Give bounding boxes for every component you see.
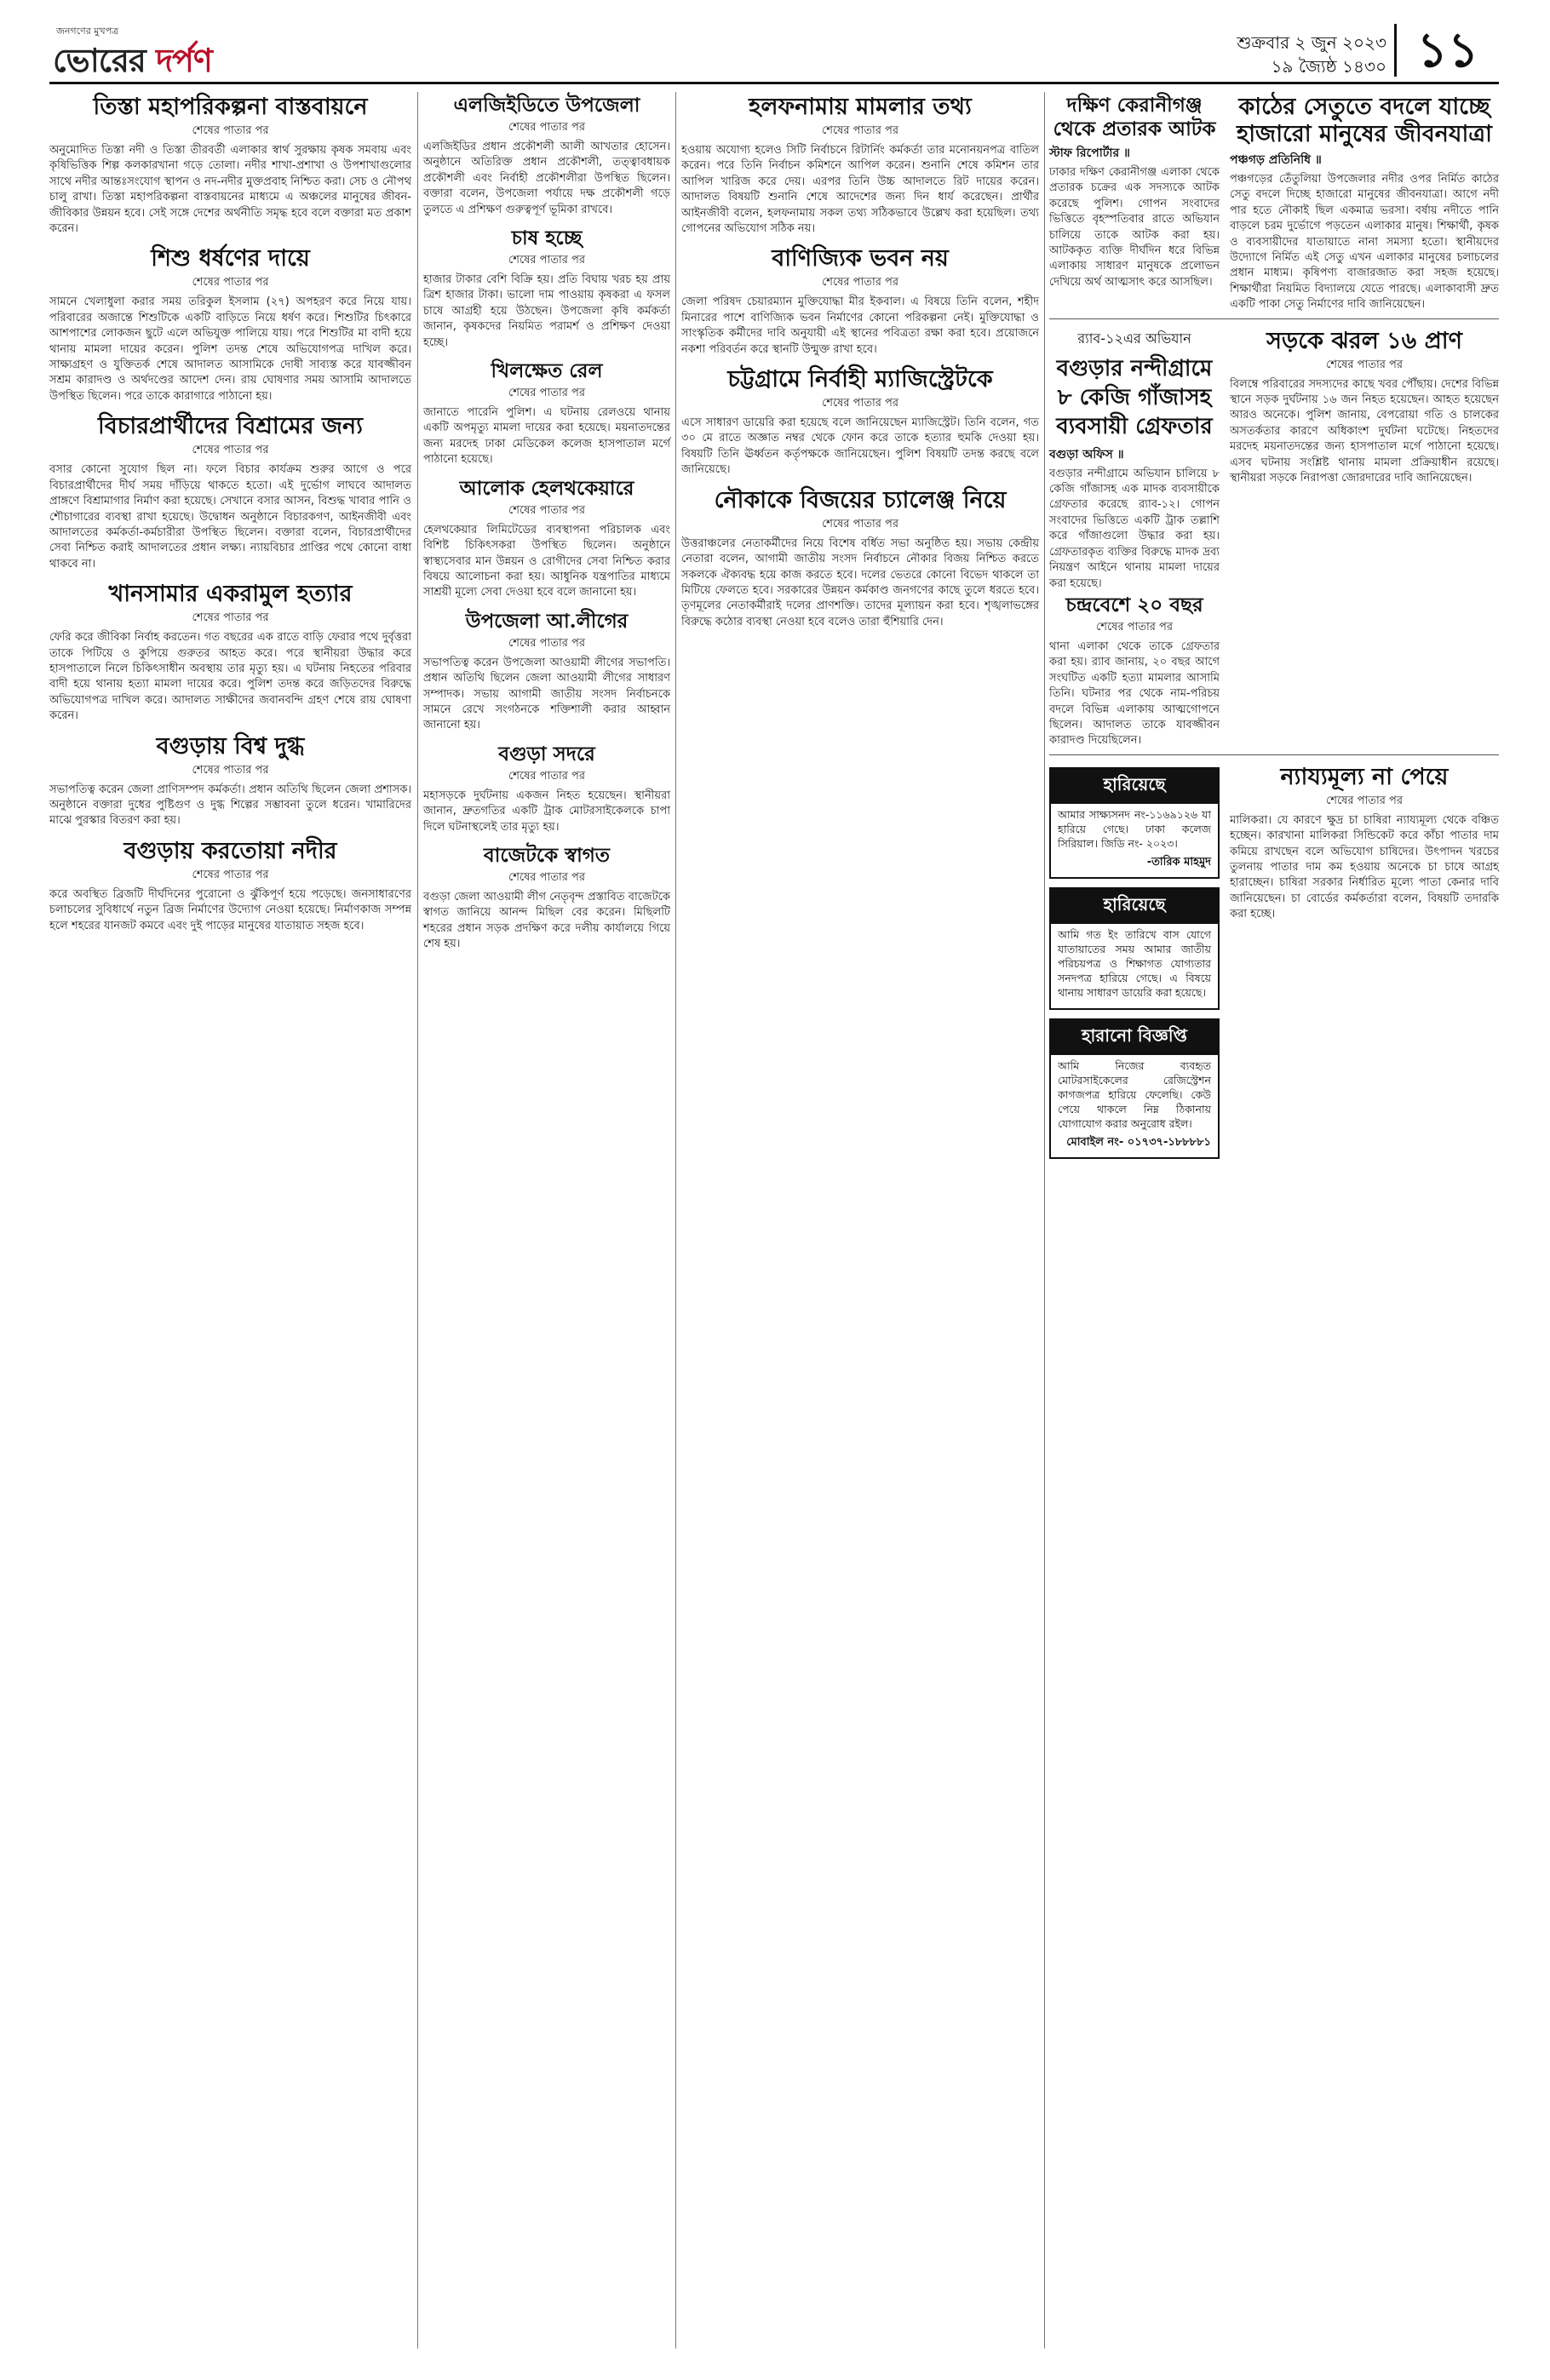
ad-body: আমি গত ইং তারিখে বাস যোগে যাতায়াতের সময় আমার জাতীয় পরিচয়পত্র ও শিক্ষাগত যোগ্যতার সনদপত্র হারিয়ে গেছে। এ বিষয়ে থানায় সাধারণ ডায়েরি করা হয়েছে। [1058,927,1211,999]
article-headline: তিস্তা মহাপরিকল্পনা বাস্তবায়নে [93,94,368,120]
article-body: মালিকরা। যে কারণে ক্ষুদ্র চা চাষিরা ন্যায্যমূল্য থেকে বঞ্চিত হচ্ছেন। কারখানা মালিকরা সিন্ডিকেট করে কাঁচা পাতার দাম কমিয়ে রাখছেন বলে অভিযোগ চাষিদের। উৎপাদন খরচের তুলনায় পাতার দাম কম হওয়ায় অনেকে চা চাষে আগ্রহ হারাচ্ছেন। চাষিরা সরকার নির্ধারিত মূল্যে পাতা কেনার দাবি জানিয়েছেন। চা বোর্ডের কর্মকর্তারা বলেন, বিষয়টি তদারকি করা হচ্ছে। [1230,813,1499,921]
column-divider [675,92,676,2348]
article-headline: চাষ হচ্ছে [511,227,583,250]
article-body: জানাতে পারেনি পুলিশ। এ ঘটনায় রেলওয়ে থানায় একটি অপমৃত্যু মামলা দায়ের করা হয়েছে। ময়নাতদন্তের জন্য মরদেহ ঢাকা মেডিকেল কলেজ হাসপাতাল মর্গে পাঠানো হয়েছে। [423,406,670,467]
column-c [681,92,1039,639]
continued-label: শেষের পাতার পর [192,124,269,137]
continued-label: শেষের পাতার পর [192,276,269,290]
article-body: অনুমোদিত তিস্তা নদী ও তিস্তা তীরবর্তী এলাকার স্বার্থ সুরক্ষায় কৃষক সমবায় এবং কৃষিভিত্তিক শিল্প কলকারখানা গড়ে তোলা। নদীর শাখা-প্রশাখা ও উপশাখাগুলোর সাথে নদীর আন্তঃসংযোগ স্থাপন ও নদ-নদীর মুক্তপ্রবাহ নিশ্চিত করা। সেচ ও নৌপথ চালু রাখা। তিস্তা মহাপরিকল্পনা বাস্তবায়নের মাধ্যমে এ অঞ্চলের মানুষের জীবন-জীবিকার উন্নয়ন হবে। সেই সঙ্গে দেশের অর্থনীতি সমৃদ্ধ হবে বলে বক্তারা মত প্রকাশ করেন। [49,144,411,236]
column-a [49,92,411,943]
divider [1049,754,1499,755]
continued-label: শেষের পাতার পর [508,121,586,134]
ad-body: আমি নিজের ব্যবহৃত মোটরসাইকেলের রেজিস্ট্রেশন কাগজপত্র হারিয়ে ফেলেছি। কেউ পেয়ে থাকলে নিম্ন ঠিকানায় যোগাযোগ করার অনুরোধ রইল। [1058,1058,1211,1130]
article-body: হাজার টাকার বেশি বিক্রি হয়। প্রতি বিঘায় খরচ হয় প্রায় ত্রিশ হাজার টাকা। ভালো দাম পাওয়ায় কৃষকরা এ ফসল চাষে আগ্রহী হয়ে উঠছেন। উপজেলা কৃষি কর্মকর্তা জানান, কৃষকদের নিয়মিত পরামর্শ ও প্রশিক্ষণ দেওয়া হচ্ছে। [423,273,670,349]
article-body: হেলথকেয়ার লিমিটেডের ব্যবস্থাপনা পরিচালক এবং বিশিষ্ট চিকিৎসকরা উপস্থিত ছিলেন। অনুষ্ঠানে স্বাস্থ্যসেবার মান উন্নয়ন ও রোগীদের সেবা নিশ্চিত করার বিষয়ে আলোচনা করা হয়। আধুনিক যন্ত্রপাতির মাধ্যমে সাশ্রয়ী মূল্যে সেবা দেওয়া হবে বলে জানানো হয়। [423,523,670,599]
article-body: বিলম্বে পরিবারের সদস্যদের কাছে খবর পৌঁছায়। দেশের বিভিন্ন স্থানে সড়ক দুর্ঘটনায় ১৬ জন নিহত হয়েছেন। আহত হয়েছেন আরও অনেকে। পুলিশ জানায়, বেপরোয়া গতি ও চালকের অসতর্কতার কারণে অধিকাংশ দুর্ঘটনা ঘটেছে। নিহতদের মরদেহ ময়নাতদন্তের জন্য হাসপাতাল মর্গে পাঠানো হয়েছে। এসব ঘটনায় সংশ্লিষ্ট থানায় মামলা প্রক্রিয়াধীন রয়েছে। স্থানীয়রা সড়কে নিরাপত্তা জোরদারের দাবি জানিয়েছেন। [1230,377,1499,485]
continued-label: শেষের পাতার পর [192,868,269,881]
article [49,245,411,404]
article-body: পঞ্চগড়ের তেঁতুলিয়া উপজেলার নদীর ওপর নির্মিত কাঠের সেতু বদলে দিচ্ছে হাজারো মানুষের জীবনযাত্রা। আগে নদী পার হতে নৌকাই ছিল একমাত্র ভরসা। বর্ষায় নদীতে পানি বাড়লে চরম দুর্ভোগে পড়তেন এলাকার মানুষ। শিক্ষার্থী, কৃষক ও ব্যবসায়ীদের যাতায়াতে নানা সমস্যা হতো। স্থানীয়দের উদ্যোগে নির্মিত এই সেতু এখন এলাকার মানুষের চলাচলের প্রধান মাধ্যম। কৃষিপণ্য বাজারজাত করা সহজ হয়েছে। শিক্ষার্থীরা নিয়মিত বিদ্যালয়ে যেতে পারছে। এলাকাবাসী দ্রুত একটি পাকা সেতু নির্মাণের দাবি জানিয়েছেন। [1230,173,1499,312]
lost-notice [1049,767,1220,879]
article [423,844,670,953]
article-body: এসে সাধারণ ডায়েরি করা হয়েছে বলে জানিয়েছেন ম্যাজিস্ট্রেট। তিনি বলেন, গত ৩০ মে রাতে অজ্ঞাত নম্বর থেকে ফোন করে তাকে হত্যার হুমকি দেওয়া হয়। বিষয়টি তিনি ঊর্ধ্বতন কর্তৃপক্ষকে জানিয়েছেন। পুলিশ বিষয়টি তদন্ত করছে বলে জানিয়েছে। [681,416,1039,477]
continued-label: শেষের পাতার পর [192,444,269,457]
continued-label: শেষের পাতার পর [508,254,586,267]
ad-title: হারানো বিজ্ঞপ্তি [1051,1020,1218,1055]
article-body: হওয়ায় অযোগ্য হলেও সিটি নির্বাচনে রিটার্নিং কর্মকর্তা তার মনোনয়নপত্র বাতিল করেন। পরে তিনি নির্বাচন কমিশনে আপিল করেন। শুনানি শেষে কমিশন তার আপিল খারিজ করে দেয়। এরপর তিনি উচ্চ আদালতে রিট দায়ের করেন। আদালত বিষয়টি শুনানি শেষে আদেশের জন্য দিন ধার্য করেছেন। প্রার্থীর আইনজীবী বলেন, হলফনামায় সকল তথ্য সঠিকভাবে উল্লেখ করা হয়েছিল। তথ্য গোপনের অভিযোগ সঠিক নয়। [681,144,1039,236]
article [1049,92,1220,313]
article-body: থানা এলাকা থেকে তাকে গ্রেফতার করা হয়। র‍্যাব জানায়, ২০ বছর আগে সংঘটিত একটি হত্যা মামলার আসামি তিনি। ঘটনার পর থেকে নাম-পরিচয় বদলে বিভিন্ন এলাকায় আত্মগোপনে ছিলেন। আদালত তাকে যাবজ্জীবন কারাদণ্ড দিয়েছিলেন। [1049,639,1220,748]
article-body: সামনে খেলাধুলা করার সময় তরিকুল ইসলাম (২৭) অপহরণ করে নিয়ে যায়। পরিবারের অজান্তে শিশুটিকে একটি বাড়িতে নিয়ে ধর্ষণ করে। শিশুটির চিৎকারে আশপাশের লোকজন ছুটে এলে অভিযুক্ত পালিয়ে যায়। পরে শিশুটির মা বাদী হয়ে থানায় মামলা দায়ের করেন। পুলিশ তদন্ত শেষে অভিযোগপত্র দাখিল করে। সাক্ষ্যগ্রহণ ও যুক্তিতর্ক শেষে আদালত আসামিকে দোষী সাব্যস্ত করে যাবজ্জীবন সশ্রম কারাদণ্ড ও অর্থদণ্ডের আদেশ দেন। রায় ঘোষণার সময় আসামি আদালতে উপস্থিত ছিলেন। পরে তাকে কারাগারে পাঠানো হয়। [49,295,411,403]
continued-label: শেষের পাতার পর [1325,358,1404,371]
continued-label: শেষের পাতার পর [192,763,269,777]
article [49,838,411,934]
article-body: করে অবস্থিত ব্রিজটি দীর্ঘদিনের পুরোনো ও ঝুঁকিপূর্ণ হয়ে পড়েছে। জনসাধারণের চলাচলের সুবিধার্থে নতুন ব্রিজ নির্মাণের উদ্যোগ নেওয়া হয়েছে। নির্মাণকাজ সম্পন্ন হলে শহরের যানজট কমবে এবং দুই পাড়ের মানুষের যাতায়াত সহজ হবে। [49,887,411,932]
article [423,743,670,835]
article-headline: বগুড়ায় করতোয়া নদীর [123,837,337,864]
top-stories [1049,92,1499,313]
classifieds [1049,762,1220,1167]
article [423,94,670,218]
article-headline: বগুড়ায় বিশ্ব দুগ্ধ [156,732,305,760]
article-body: বগুড়ার নন্দীগ্রামে অভিযান চালিয়ে ৮ কেজি গাঁজাসহ এক মাদক ব্যবসায়ীকে গ্রেফতার করেছে র‍্যাব-১২। গোপন সংবাদের ভিত্তিতে একটি ট্রাক তল্লাশি করে গাঁজাগুলো উদ্ধার করা হয়। গ্রেফতারকৃত ব্যক্তির বিরুদ্ধে মাদক দ্রব্য নিয়ন্ত্রণ আইনে থানায় মামলা দায়ের করা হয়েছে। [1049,467,1220,590]
article-headline: শিশু ধর্ষণের দায়ে [151,245,310,272]
article-headline: খিলক্ষেত রেল [491,359,603,383]
article [423,227,670,351]
article-body: সভাপতিত্ব করেন জেলা প্রাণিসম্পদ কর্মকর্তা। প্রধান অতিথি ছিলেন জেলা প্রশাসক। অনুষ্ঠানে বক্তারা দুধের পুষ্টিগুণ ও দুগ্ধ শিল্পের সম্ভাবনা তুলে ধরেন। খামারিদের মাঝে পুরস্কার বিতরণ করা হয়। [49,783,411,828]
column-divider [1044,92,1045,2348]
article-headline: বাণিজ্যিক ভবন নয় [772,245,949,272]
lost-notice [1049,887,1220,1010]
byline: পঞ্চগড় প্রতিনিধি ॥ [1230,153,1322,167]
article-headline: চট্টগ্রামে নির্বাহী ম্যাজিস্ট্রেটকে [727,366,993,393]
article [423,610,670,734]
article-headline: বাজেটকে স্বাগত [483,843,611,867]
continued-label: শেষের পাতার পর [821,124,899,137]
continued-label: শেষের পাতার পর [821,397,899,410]
article-headline: খানসামার একরামুল হত্যার [108,581,353,608]
article-headline: আলোক হেলথকেয়ারে [459,476,634,500]
article-headline: উপজেলা আ.লীগের [465,609,629,633]
article-body: ফেরি করে জীবিকা নির্বাহ করতেন। গত বছরের এক রাতে বাড়ি ফেরার পথে দুর্বৃত্তরা তাকে পিটিয়ে ও কুপিয়ে গুরুতর আহত করে। পরে স্থানীয়রা উদ্ধার করে হাসপাতালে নিলে চিকিৎসাধীন অবস্থায় তার মৃত্যু হয়। এ ঘটনায় নিহতের পরিবার বাদী হয়ে থানায় হত্যা মামলা দায়ের করে। পুলিশ তদন্ত করে জড়িতদের বিরুদ্ধে অভিযোগপত্র দাখিল করে। আদালত সাক্ষীদের জবানবন্দি গ্রহণ শেষে রায় ঘোষণা করেন। [49,631,411,723]
byline: বগুড়া অফিস ॥ [1049,447,1124,462]
continued-label: শেষের পাতার পর [1095,620,1174,634]
article-headline: সড়কে ঝরল ১৬ প্রাণ [1266,327,1462,354]
article [49,733,411,829]
article-headline: বিচারপ্রার্থীদের বিশ্রামের জন্য [98,413,363,440]
kicker: র‍্যাব-১২এর অভিযান [1077,330,1191,347]
column-d [1049,92,1499,1167]
continued-label: শেষের পাতার পর [508,636,586,650]
article [49,94,411,237]
divider [1049,318,1499,319]
article [1049,326,1220,749]
column-divider [417,92,418,2348]
continued-label: শেষের পাতার পর [192,611,269,625]
article [49,413,411,572]
masthead [49,24,1499,77]
middle-stories [1049,326,1499,749]
continued-label: শেষের পাতার পর [508,387,586,400]
continued-label: শেষের পাতার পর [508,870,586,884]
ad-title: হারিয়েছে [1051,769,1218,804]
article [1230,92,1499,313]
article-body: জেলা পরিষদ চেয়ারম্যান মুক্তিযোদ্ধা মীর ইকবাল। এ বিষয়ে তিনি বলেন, শহীদ মিনারের পাশে বাণিজ্যিক ভবন নির্মাণের কোনো পরিকল্পনা নেই। মুক্তিযোদ্ধা ও সাংস্কৃতিক কর্মীদের দাবি অনুযায়ী এই স্থানের পবিত্রতা রক্ষা করা হবে। প্রয়োজনে নকশা পরিবর্তন করে স্থানটি উন্মুক্ত রাখা হবে। [681,295,1039,356]
article-headline: চন্দ্রবেশে ২০ বছর [1065,593,1203,617]
article-headline: ন্যায্যমূল্য না পেয়ে [1280,763,1449,790]
continued-label: শেষের পাতার পর [821,517,899,530]
article [681,94,1039,237]
article-headline: এলজিইডিতে উপজেলা [453,94,640,117]
article [1230,762,1499,1167]
date-gregorian: শুক্রবার ২ জুন ২০২৩ [1237,32,1386,53]
article-body: মহাসড়কে দুর্ঘটনায় একজন নিহত হয়েছেন। স্থানীয়রা জানান, দ্রুতগতির একটি ট্রাক মোটরসাইকেলকে চাপা দিলে ঘটনাস্থলেই তার মৃত্যু হয়। [423,789,670,834]
tagline: জনগণের মুখপত্র [56,26,119,37]
column-b [423,92,670,961]
paper-name-b: দর্পণ [156,41,212,79]
article [681,245,1039,358]
ad-signature: -তারিক মাহমুদ [1146,855,1211,869]
lost-notice [1049,1018,1220,1159]
article [681,487,1039,630]
continued-label: শেষের পাতার পর [508,503,586,517]
article-body: বগুড়া জেলা আওয়ামী লীগ নেতৃবৃন্দ প্রস্তাবিত বাজেটকে স্বাগত জানিয়ে আনন্দ মিছিল বের করেন। মিছিলটি শহরের প্রধান সড়ক প্রদক্ষিণ করে দলীয় কার্যালয়ে গিয়ে শেষ হয়। [423,890,670,951]
ad-title: হারিয়েছে [1051,889,1218,924]
article-body: বসার কোনো সুযোগ ছিল না। ফলে বিচার কার্যক্রম শুরুর আগে ও পরে বিচারপ্রার্থীদের দীর্ঘ সময় দাঁড়িয়ে থাকতে হতো। এই দুর্ভোগ লাঘবে আদালত প্রাঙ্গণে বিশ্রামাগার নির্মাণ করা হয়েছে। সেখানে বসার আসন, বিশুদ্ধ খাবার পানি ও শৌচাগারের ব্যবস্থা রাখা হয়েছে। উদ্বোধন অনুষ্ঠানে বিচারকগণ, আইনজীবী এবং আদালতের কর্মকর্তা-কর্মচারীরা উপস্থিত ছিলেন। বক্তারা বলেন, বিচারপ্রার্থীদের সেবা নিশ্চিত করাই আদালতের প্রধান লক্ষ্য। ন্যায়বিচার প্রাপ্তির পথে কোনো বাধা থাকবে না। [49,463,411,571]
continued-label: শেষের পাতার পর [1325,794,1404,807]
ad-body: আমার সাক্ষ্যসনদ নং-১১৬৯১২৬ যা হারিয়ে গেছে। ঢাকা কলেজ সিরিয়াল। জিডি নং- ২০২৩। [1058,807,1211,850]
article-headline: হলফনামায় মামলার তথ্য [749,94,972,120]
article [423,477,670,601]
masthead-rule [49,82,1499,84]
byline: স্টাফ রিপোর্টার ॥ [1049,146,1130,160]
article-body: এলজিইডির প্রধান প্রকৌশলী আলী আখতার হোসেন। অনুষ্ঠানে অতিরিক্ত প্রধান প্রকৌশলী, তত্ত্বাবধায়ক প্রকৌশলী এবং নির্বাহী প্রকৌশলীরা উপস্থিত ছিলেন। বক্তারা বলেন, উপজেলা পর্যায়ে দক্ষ প্রকৌশলী গড়ে তুলতে এ প্রশিক্ষণ গুরুত্বপূর্ণ ভূমিকা রাখবে। [423,141,670,216]
ad-signature: মোবাইল নং- ০১৭৩৭-১৮৮৮৮১ [1066,1135,1211,1149]
bottom-stories [1049,762,1499,1167]
issue-dates [1237,31,1386,78]
article-headline: কাঠের সেতুতে বদলে যাচ্ছে হাজারো মানুষের জীবনযাত্রা [1237,94,1492,147]
newspaper-logo [49,24,220,77]
article-body: ঢাকার দক্ষিণ কেরানীগঞ্জ এলাকা থেকে প্রতারক চক্রের এক সদস্যকে আটক করেছে পুলিশ। গোপন সংবাদের ভিত্তিতে বৃহস্পতিবার রাতে অভিযান চালিয়ে তাকে আটক করা হয়। আটককৃত ব্যক্তি দীর্ঘদিন ধরে বিভিন্ন এলাকায় সাধারণ মানুষকে প্রলোভন দেখিয়ে অর্থ আত্মসাৎ করে আসছিল। [1049,166,1220,289]
paper-name-a: ভোরের [53,41,157,79]
article-headline: দক্ষিণ কেরানীগঞ্জ থেকে প্রতারক আটক [1053,94,1216,141]
article-headline: বগুড়ার নন্দীগ্রামে ৮ কেজি গাঁজাসহ ব্যবসায়ী গ্রেফতার [1056,355,1213,439]
article [49,581,411,724]
article [423,359,670,468]
page-number: ১১ [1394,24,1499,77]
continued-label: শেষের পাতার পর [508,769,586,783]
article-body: উত্তরাঞ্চলের নেতাকর্মীদের নিয়ে বিশেষ বর্ধিত সভা অনুষ্ঠিত হয়। সভায় কেন্দ্রীয় নেতারা বলেন, আগামী জাতীয় সংসদ নির্বাচনে নৌকার বিজয় নিশ্চিত করতে সকলকে ঐক্যবদ্ধ হয়ে কাজ করতে হবে। দলের ভেতরে কোনো বিভেদ থাকলে তা মিটিয়ে ফেলতে হবে। সরকারের উন্নয়ন কর্মকাণ্ড জনগণের কাছে তুলে ধরতে হবে। তৃণমূলের নেতাকর্মীরাই দলের প্রাণশক্তি। তাদের মূল্যায়ন করা হবে। শৃঙ্খলাভঙ্গের বিরুদ্ধে কঠোর ব্যবস্থা নেওয়া হবে বলেও তারা হুঁশিয়ারি দেন। [681,536,1039,628]
article [681,366,1039,479]
article-body: সভাপতিত্ব করেন উপজেলা আওয়ামী লীগের সভাপতি। প্রধান অতিথি ছিলেন জেলা আওয়ামী লীগের সাধারণ সম্পাদক। সভায় আগামী জাতীয় সংসদ নির্বাচনকে সামনে রেখে সংগঠনকে শক্তিশালী করার আহ্বান জানানো হয়। [423,656,670,732]
date-bangla: ১৯ জ্যৈষ্ঠ ১৪৩০ [1271,56,1386,77]
article-headline: বগুড়া সদরে [498,742,595,766]
article [1230,326,1499,749]
continued-label: শেষের পাতার পর [821,276,899,290]
article-headline: নৌকাকে বিজয়ের চ্যালেঞ্জ নিয়ে [714,486,1007,513]
